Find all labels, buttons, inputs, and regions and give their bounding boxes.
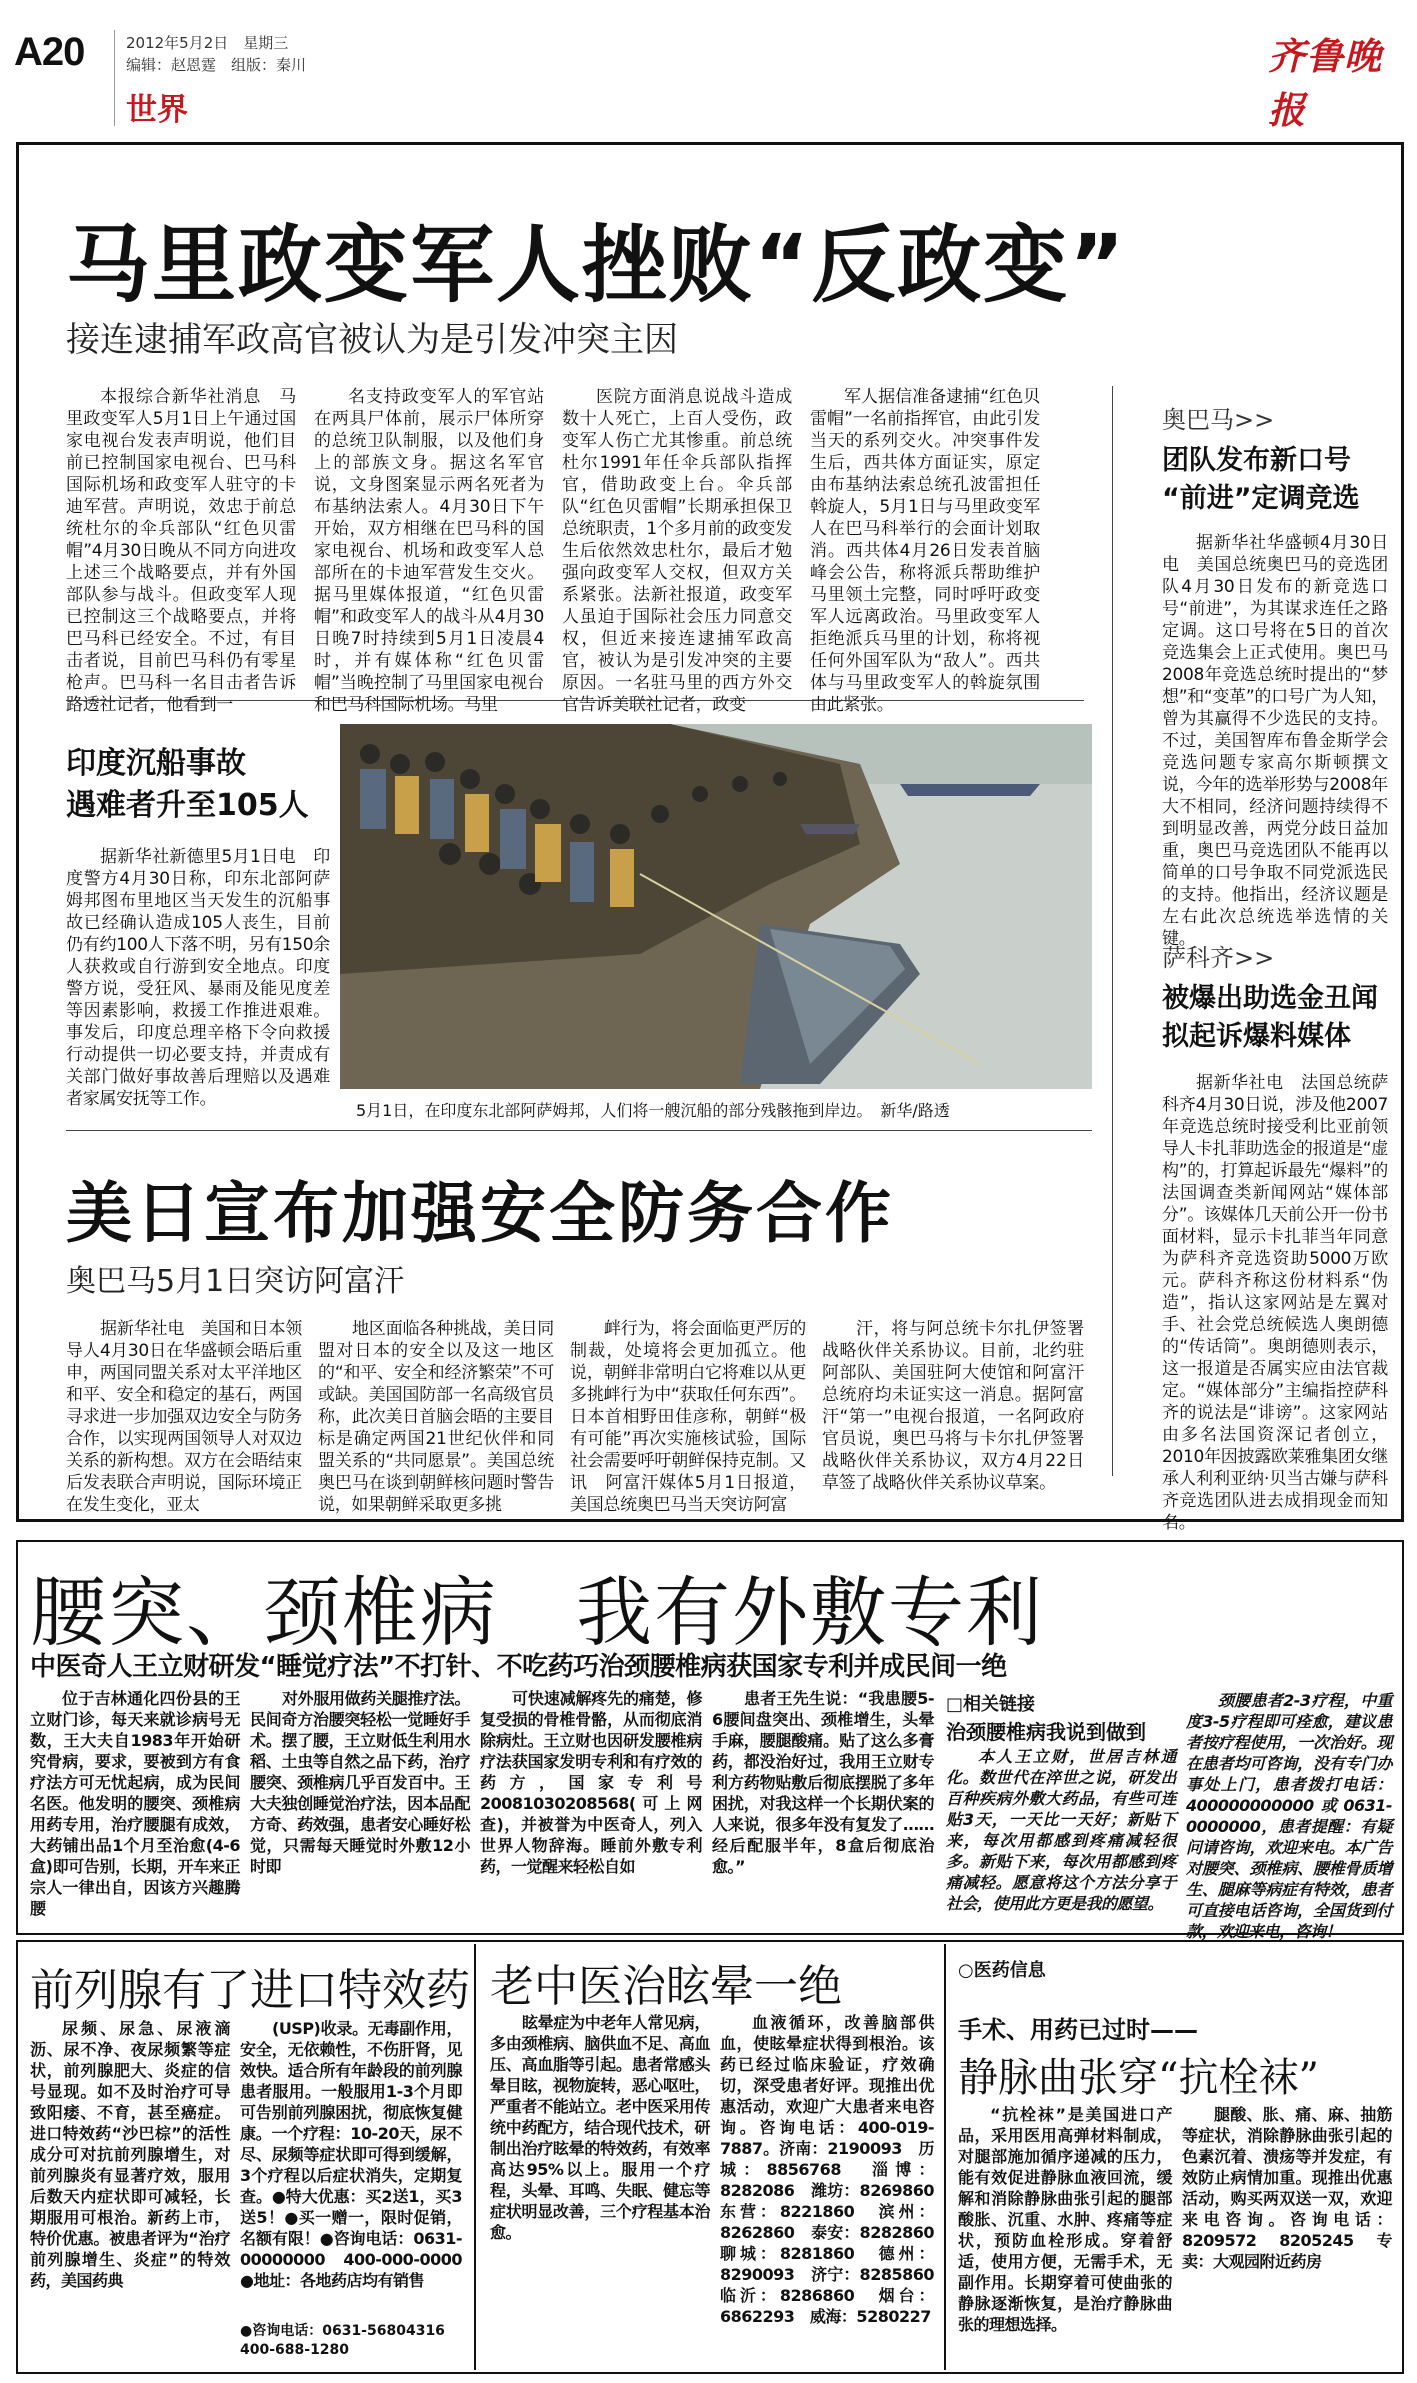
story1-col3: 医院方面消息说战斗造成数十人死亡，上百人受伤，政变军人伤亡尤其惨重。前总统杜尔1991年任伞兵部队指挥官，借助政变上台。伞兵部队“红色贝雷帽”长期承担保卫总统职责，1个多月前的政变发生后依然效忠杜尔，最后才勉强向政变军人交权，但双方关系紧张。法新社报道，政变军人虽迫于国际社会压力同意交权，但近来接连逮捕军政高官，被认为是引发冲突的主要原因。一名驻马里的西方外交官告诉美联社记者，政变 (562, 387, 792, 715)
ad4-col1: “抗栓袜”是美国进口产品，采用医用高弹材料制成，对腿部施加循序递减的压力，能有效促进静脉血液回流，缓解和消除静脉曲张引起的腿部酸胀、沉重、水肿、疼痛等症状，预防血栓形成。穿着舒适，使用方便，无需手术，无副作用。长期穿着可使曲张的静脉逐渐恢复，是治疗静脉曲张的理想选择。 (958, 2105, 1172, 2334)
obama-title-2: “前进”定调竞选 (1162, 483, 1360, 514)
page-number: A20 (14, 30, 85, 74)
ad4-tag: ○医药信息 (958, 1960, 1046, 1981)
india-title-1: 印度沉船事故 (66, 746, 246, 781)
obama-title-1: 团队发布新口号 (1162, 445, 1351, 476)
ad2-headline: 前列腺有了进口特效药 (30, 1965, 470, 2016)
masthead-divider (114, 30, 115, 126)
story2-col1: 据新华社电 美国和日本领导人4月30日在华盛顿会晤后重申，两国同盟关系对太平洋地区和平、安全和稳定的基石，两国寻求进一步加强双边安全与防务合作，以实现两国领导人对双边关系的新构想。双方在会晤结束后发表联合声明说，国际环境正在发生变化，亚太 (66, 1319, 302, 1515)
ad1-col1: 位于吉林通化四份县的王立财门诊，每天来就诊病号无数，王大夫自1983年开始研究骨病，要求，要被到方有食疗法方可无忧起病，成为民间名医。他发明的腰突、颈椎病用药专用，治疗腰腿有成效，大药铺出品1个月至治愈(4-6盒)即可告别，长期，开车来正宗人一律出自，因该方兴趣腾腰 (30, 1689, 240, 1918)
ad2-col1: 尿频、尿急、尿液滴沥、尿不净、夜尿频繁等症状，前列腺肥大、炎症的信号显现。如不及时治疗可导致阳痿、不育，甚至癌症。进口特效药“沙巴棕”的活性成分可对抗前列腺增生，对前列腺炎有显著疗效，服用后数天内症状即可减轻，长期服用可根治。新药上市，特价优惠。被患者评为“治疗前列腺增生、炎症”的特效药，美国药典 (30, 2019, 230, 2290)
paper-logo: 齐鲁晚报 (1268, 34, 1382, 132)
story1-col2: 名支持政变军人的军官站在两具尸体前，展示尸体所穿的总统卫队制服，以及他们身上的部族文身。据这名军官说，文身图案显示两名死者为布基纳法索人。4月30日下午开始，双方相继在巴马科的国家电视台、机场和政变军人总部所在的卡迪军营发生交火。据马里媒体报道，“红色贝雷帽”和政变军人的战斗从4月30日晚7时持续到5月1日凌晨4时，并有媒体称“红色贝雷帽”当晚控制了马里国家电视台和巴马科国际机场。马里 (314, 387, 544, 715)
boat-wreck-illustration (340, 724, 1092, 1089)
story1-col4: 军人据信准备逮捕“红色贝雷帽”一名前指挥官，由此引发当天的系列交火。冲突事件发生后，西共体方面证实，原定由布基纳法索总统孔波雷担任斡旋人，5月1日与马里政变军人在巴马科举行的会面计划取消。西共体4月26日发表首脑峰会公告，称将派兵帮助维护马里领土完整，同时呼吁政变军人远离政治。马里政变军人拒绝派兵马里的计划，称将视任何外国军队为“敌人”。西共体与马里政变军人的斡旋氛围由此紧张。 (810, 387, 1040, 715)
story1-col1: 本报综合新华社消息 马里政变军人5月1日上午通过国家电视台发表声明说，他们目前已控制国家电视台、巴马科国际机场和政变军人驻守的卡迪军营。声明说，效忠于前总统杜尔的伞兵部队“红色贝雷帽”4月30日晚从不同方向进攻上述三个战略要点，并有外国部队参与战斗。但政变军人现已控制这三个战略要点，并将巴马科已经安全。不过，有目击者说，目前巴马科仍有零星枪声。巴马科一名目击者告诉路透社记者，他看到一 (66, 387, 296, 715)
story2-subhead: 奥巴马5月1日突访阿富汗 (66, 1264, 405, 1299)
news-photo (340, 724, 1092, 1089)
ad1-col6: 颈腰患者2-3疗程，中重度3-5疗程即可痊愈，建议患者按疗程使用，一次治好。现在患者均可咨询，没有专门办事处上门，患者拨打电话：400000000000或0631-0000000，患者提醒：有疑问请咨询，欢迎来电。本广告对腰突、颈椎病、腰椎骨质增生、腿麻等病症有特效，患者可直接电话咨询，全国货到付款，欢迎来电，咨询！ (1186, 1691, 1392, 1941)
story2-col3: 衅行为，将会面临更严厉的制裁，处境将会更加孤立。他说，朝鲜非常明白它将难以从更多挑衅行为中“获取任何东西”。日本首相野田佳彦称，朝鲜“极有可能”再次实施核试验，国际社会需要呼吁朝鲜保持克制。又讯 阿富汗媒体5月1日报道，美国总统奥巴马当天突访阿富 (570, 1319, 806, 1515)
ad1-subhead: 中医奇人王立财研发“睡觉疗法”不打针、不吃药巧治颈腰椎病获国家专利并成民间一绝 (30, 1652, 1007, 1682)
obama-body: 据新华社华盛顿4月30日电 美国总统奥巴马的竞选团队4月30日发布的新竞选口号“前进”，为其谋求连任之路定调。这口号将在5日的首次竞选集会上正式使用。奥巴马2008年竞选总统时提出的“梦想”和“变革”的口号广为人知，曾为其赢得不少选民的支持。不过，美国智库布鲁金斯学会竞选问题专家高尔斯顿撰文说，今年的选举形势与2008年大不相同，经济问题持续得不到明显改善，两党分歧日益加重，奥巴马竞选团队不能再以简单的口号争取不同党派选民的支持。他指出，经济议题是左右此次总统选举选情的关键。 (1162, 533, 1388, 949)
story1-subhead: 接连逮捕军政高官被认为是引发冲突主因 (66, 320, 678, 360)
ad4-headline-1: 手术、用药已过时—— (958, 2016, 1198, 2044)
india-body: 据新华社新德里5月1日电 印度警方4月30日称，印东北部阿萨姆邦图布里地区当天发生的沉船事故已经确认造成105人丧生，目前仍有约100人下落不明，另有150余人获救或自行游到安全地点。印度警方说，受狂风、暴雨及能见度差等因素影响，救援工作推进艰难。事发后，印度总理辛格下令向救援行动提供一切必要支持，并责成有关部门做好事故善后理赔以及遇难者家属安抚等工作。 (66, 847, 330, 1109)
ad1-col2: 对外服用做药关腿推疗法。民间奇方治腰突轻松一觉睡好手术。摆了腰，王立财低生利用水稻、土虫等自然之品下药，治疗腰突、颈椎病几乎百发百中。王大夫独创睡觉治疗法，因本品配方奇、药效强，患者安心睡好松觉，只需每天睡觉时外敷12小时即 (250, 1689, 470, 1876)
ad1-col5: 本人王立财，世居吉林通化。数世代在淬世之说，研发出百种疾病外敷大药品，有些可连贴3天，一天比一天好；新贴下来，每次用都感到疼痛减轻很多。新贴下来，每次用都感到疼痛减轻。愿意将这个方法分享于社会，使用此方更是我的愿望。 (946, 1747, 1176, 1913)
story1-headline: 马里政变军人挫败“反政变” (66, 216, 1127, 314)
ad2-contact: ●咨询电话：0631-56804316 400-688-1280 (240, 2323, 459, 2358)
ad3-headline: 老中医治眩晕一绝 (490, 1961, 842, 2012)
obama-tag: 奥巴马>> (1162, 406, 1275, 434)
story2-col4: 汗，将与阿总统卡尔扎伊签署战略伙伴关系协议。目前，北约驻阿部队、美国驻阿大使馆和阿富汗总统府均未证实这一消息。据阿富汗“第一”电视台报道，一名阿政府官员说，奥巴马将与卡尔扎伊签署战略伙伴关系协议，双方4月22日草签了战略伙伴关系协议草案。 (822, 1319, 1084, 1493)
ad3-col2: 血液循环，改善脑部供血，使眩晕症状得到根治。该药已经过临床验证，疗效确切，深受患者好评。现推出优惠活动，欢迎广大患者来电咨询。咨询电话：400-019-7887。济南：2190093 历城：8856768 淄博：8282086 潍坊：8269860 东营：8221860 滨州：8262860 泰安：8282860 聊城：8281860 德州：8290093 济宁：8285860 临沂：8286860 烟台：6862293 威海：5280227 (720, 2013, 950, 2326)
ad1-related-title: 治颈腰椎病我说到做到 (946, 1720, 1146, 1744)
ad4-headline-2: 静脉曲张穿“抗栓袜” (958, 2055, 1319, 2101)
ad-divider-1 (474, 1944, 476, 2370)
ad3-col1: 眩晕症为中老年人常见病，多由颈椎病、脑供血不足、高血压、高血脂等引起。患者常感头晕目眩，视物旋转，恶心呕吐，严重者不能站立。老中医采用传统中药配方，结合现代技术，研制出治疗眩晕的特效药，有效率高达95%以上。服用一个疗程，头晕、耳鸣、失眠、健忘等症状明显改善，三个疗程基本治愈。 (490, 2013, 710, 2242)
ad4-col2: 腿酸、胀、痛、麻、抽筋等症状，消除静脉曲张引起的色素沉着、溃疡等并发症，有效防止病情加重。现推出优惠活动，购买两双送一双，欢迎来电咨询。咨询电话：8209572 8205245 专卖：大观园附近药房 (1182, 2105, 1392, 2271)
ad2-col2: (USP)收录。无毒副作用，安全，无依赖性，不伤肝肾，见效快。适合所有年龄段的前列腺患者服用。一般服用1-3个月即可告别前列腺困扰，彻底恢复健康。一个疗程：10-20天，尿不尽、尿频等症状即可得到缓解，3个疗程以后症状消失，定期复查。●特大优惠：买2送1，买3送5！●买一赠一，限时促销，名额有限！●咨询电话：0631-00000000 400-000-0000 ●地址：各地药店均有销售 (240, 2019, 478, 2290)
right-column-rule (1112, 386, 1113, 1476)
sarkozy-title-2: 拟起诉爆料媒体 (1162, 1021, 1351, 1052)
ad1-col4: 患者王先生说：“我患腰5-6腰间盘突出、颈椎增生，头晕手麻，腰腿酸痛。贴了这么多膏药，都没治好过，我用王立财专利方药物贴敷后彻底摆脱了多年困扰，对我这样一个长期伏案的人来说，很多年没有复发了……经后配服半年，8盒后彻底治愈。” (712, 1689, 934, 1876)
ad1-headline: 腰突、颈椎病 我有外敷专利 (30, 1568, 1044, 1657)
masthead-editors: 编辑：赵恩霆 组版：秦川 (126, 56, 307, 74)
photo-caption: 5月1日，在印度东北部阿萨姆邦，人们将一艘沉船的部分残骸拖到岸边。 新华/路透 (356, 1101, 950, 1120)
story2-headline: 美日宣布加强安全防务合作 (66, 1175, 894, 1252)
ad-divider-2 (944, 1944, 946, 2370)
story2-col2: 地区面临各种挑战，美日同盟对日本的安全以及这一地区的“和平、安全和经济繁荣”不可或缺。美国国防部一名高级官员称，此次美日首脑会晤的主要目标是确定两国21世纪伙伴和同盟关系的“共同愿景”。美国总统奥巴马在谈到朝鲜核问题时警告说，如果朝鲜采取更多挑 (318, 1319, 554, 1515)
sarkozy-body: 据新华社电 法国总统萨科齐4月30日说，涉及他2007年竞选总统时接受利比亚前领导人卡扎菲助选金的报道是“虚构”的，打算起诉最先“爆料”的法国调查类新闻网站“媒体部分”。该媒体几天前公开一份书面材料，显示卡扎菲当年同意为萨科齐竞选资助5000万欧元。萨科齐称这份材料系“伪造”，指认这家网站是左翼对手、社会党总统候选人奥朗德的“传话筒”。奥朗德则表示，这一报道是否属实应由法官裁定。“媒体部分”主编指控萨科齐的说法是“诽谤”。这家网站由多名法国资深记者创立，2010年因披露欧莱雅集团女继承人利利亚纳·贝当古嫌与萨科齐竞选团队进去成捐现金而知名。 (1162, 1073, 1388, 1533)
section-title: 世界 (126, 92, 188, 128)
ad1-col3: 可快速减解疼先的痛楚，修复受损的骨椎骨骼，从而彻底消除病灶。王立财也因研发腰椎病疗法获国家发明专利和有疗效的药方，国家专利号20081030208568(可上网查)，并被誉为中医奇人，列入世界人物辞海。睡前外敷专利药，一觉醒来轻松自如 (480, 1689, 702, 1876)
sarkozy-title-1: 被爆出助选金丑闻 (1162, 983, 1378, 1014)
ad1-related-tag: □相关链接 (946, 1694, 1036, 1715)
sarkozy-tag: 萨科齐>> (1162, 944, 1275, 972)
story1-bottom-rule (66, 700, 1084, 701)
india-title-2: 遇难者升至105人 (66, 788, 309, 823)
photo-bottom-rule (66, 1130, 1092, 1131)
masthead-date: 2012年5月2日 星期三 (126, 34, 289, 52)
